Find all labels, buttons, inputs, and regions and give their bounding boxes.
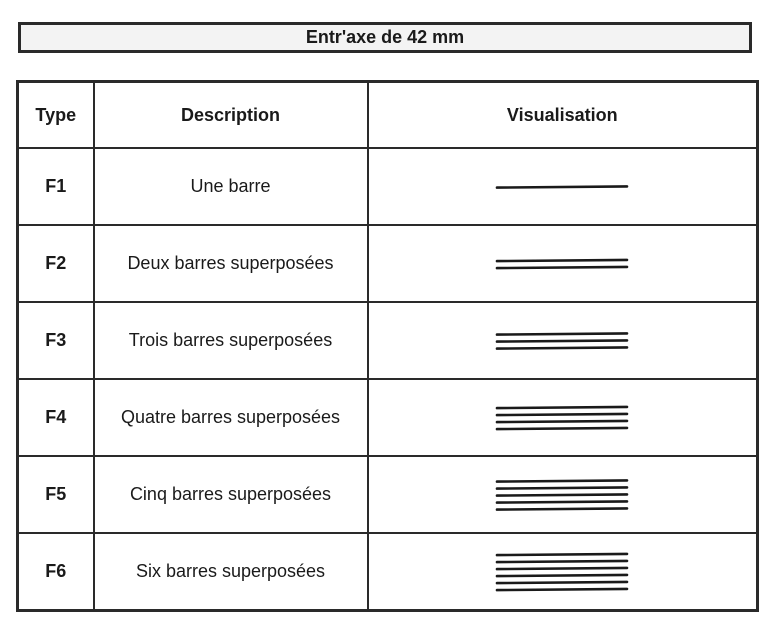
bar-line bbox=[497, 406, 627, 407]
bar-line bbox=[497, 427, 627, 428]
bar-line bbox=[497, 259, 627, 260]
table-row bbox=[18, 379, 758, 456]
header-visualisation: Visualisation bbox=[368, 82, 758, 149]
bar-line bbox=[497, 560, 627, 561]
table-title: Entr'axe de 42 mm bbox=[18, 22, 752, 53]
table-row bbox=[18, 302, 758, 379]
bar-line bbox=[497, 340, 627, 341]
description-cell: Une barre bbox=[94, 148, 368, 225]
bars-drawing bbox=[495, 388, 629, 448]
visualisation-cell bbox=[368, 379, 758, 456]
header-row bbox=[18, 82, 758, 149]
description-cell: Six barres superposées bbox=[94, 533, 368, 611]
bar-line bbox=[497, 186, 627, 187]
bar-line bbox=[497, 480, 627, 481]
bar-line bbox=[497, 413, 627, 414]
description-cell: Trois barres superposées bbox=[94, 302, 368, 379]
bar-line bbox=[497, 501, 627, 502]
description-cell: Deux barres superposées bbox=[94, 225, 368, 302]
visualisation-cell bbox=[368, 533, 758, 611]
bar-types-table bbox=[16, 80, 759, 612]
bar-line bbox=[497, 508, 627, 509]
bar-line bbox=[497, 266, 627, 267]
visualisation-cell bbox=[368, 225, 758, 302]
type-cell: F5 bbox=[18, 456, 94, 533]
bar-line bbox=[497, 487, 627, 488]
type-cell: F4 bbox=[18, 379, 94, 456]
bar-line bbox=[497, 494, 627, 495]
table-row bbox=[18, 148, 758, 225]
bars-drawing bbox=[495, 542, 629, 602]
bars-drawing bbox=[495, 157, 629, 217]
type-cell: F2 bbox=[18, 225, 94, 302]
table-row bbox=[18, 533, 758, 611]
table-row bbox=[18, 456, 758, 533]
bar-line bbox=[497, 588, 627, 589]
description-cell: Quatre barres superposées bbox=[94, 379, 368, 456]
bar-line bbox=[497, 347, 627, 348]
header-type: Type bbox=[18, 82, 94, 149]
table-row bbox=[18, 225, 758, 302]
bars-drawing bbox=[495, 234, 629, 294]
bars-drawing bbox=[495, 311, 629, 371]
bar-line bbox=[497, 581, 627, 582]
visualisation-cell bbox=[368, 302, 758, 379]
bar-line bbox=[497, 567, 627, 568]
bar-line bbox=[497, 553, 627, 554]
bar-line bbox=[497, 333, 627, 334]
type-cell: F1 bbox=[18, 148, 94, 225]
visualisation-cell bbox=[368, 148, 758, 225]
type-cell: F6 bbox=[18, 533, 94, 611]
description-cell: Cinq barres superposées bbox=[94, 456, 368, 533]
bar-line bbox=[497, 574, 627, 575]
header-description: Description bbox=[94, 82, 368, 149]
bar-line bbox=[497, 420, 627, 421]
visualisation-cell bbox=[368, 456, 758, 533]
bars-drawing bbox=[495, 465, 629, 525]
type-cell: F3 bbox=[18, 302, 94, 379]
